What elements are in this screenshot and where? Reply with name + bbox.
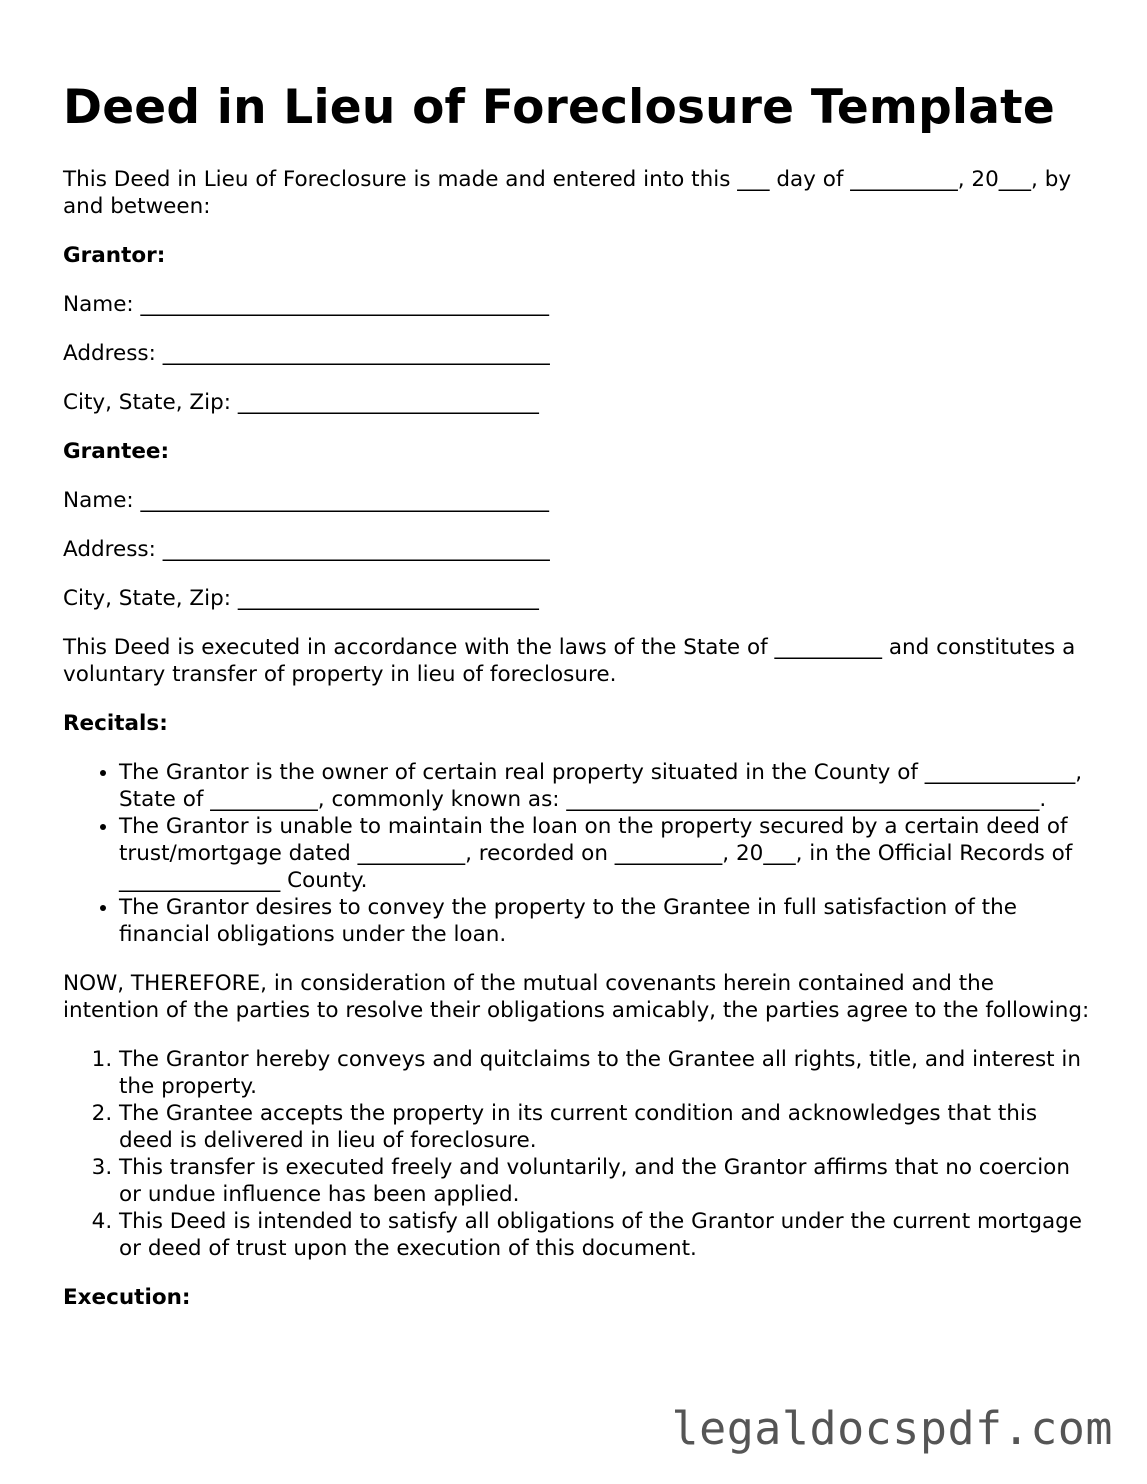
term-item: 3. This transfer is executed freely and voluntarily, and the Grantor affirms that no coercion or undue influence has been applied.: [119, 1154, 1093, 1208]
grantee-city-field: City, State, Zip: ____________________________: [63, 586, 539, 611]
grantee-heading: Grantee:: [63, 439, 170, 464]
now-therefore-paragraph: NOW, THEREFORE, in consideration of the mutual covenants herein contained and the intention of the parties to resolve their obligations amicably, the parties agree to the following:: [63, 971, 1090, 1023]
document-title: Deed in Lieu of Foreclosure Template: [63, 80, 1055, 135]
term-item: 1. The Grantor hereby conveys and quitclaims to the Grantee all rights, title, and interest in the property.: [119, 1046, 1093, 1100]
term-item: 4. This Deed is intended to satisfy all obligations of the Grantor under the current mortgage or deed of trust upon the execution of this document.: [119, 1208, 1093, 1262]
terms-list: [63, 1046, 1093, 1262]
document-body: [63, 166, 1093, 1333]
watermark-logo: legaldocspdf.com: [671, 1402, 1113, 1455]
intro-paragraph: This Deed in Lieu of Foreclosure is made and entered into this ___ day of __________, 20___, by and between:: [63, 167, 1072, 219]
grantor-address-field: Address: ____________________________________: [63, 341, 550, 366]
grantor-city-field: City, State, Zip: ____________________________: [63, 390, 539, 415]
term-item: 2. The Grantee accepts the property in its current condition and acknowledges that this deed is delivered in lieu of foreclosure.: [119, 1100, 1093, 1154]
grantee-name-field: Name: ______________________________________: [63, 488, 550, 513]
grantee-address-field: Address: ____________________________________: [63, 537, 550, 562]
grantor-name-field: Name: ______________________________________: [63, 292, 550, 317]
recital-item: • The Grantor desires to convey the property to the Grantee in full satisfaction of the financial obligations under the loan.: [119, 894, 1093, 948]
execution-heading: Execution:: [63, 1285, 191, 1310]
recitals-list: [63, 759, 1093, 948]
recital-item: • The Grantor is the owner of certain real property situated in the County of ______________, State of __________, commonly known as: ____________________________________________.: [119, 759, 1093, 813]
recitals-heading: Recitals:: [63, 711, 168, 736]
accordance-paragraph: This Deed is executed in accordance with the laws of the State of __________ and constitutes a voluntary transfer of property in lieu of foreclosure.: [63, 635, 1076, 687]
recital-item: • The Grantor is unable to maintain the loan on the property secured by a certain deed of trust/mortgage dated __________, recorded on __________, 20___, in the Official Records of _______________ County.: [119, 813, 1093, 894]
grantor-heading: Grantor:: [63, 243, 166, 268]
